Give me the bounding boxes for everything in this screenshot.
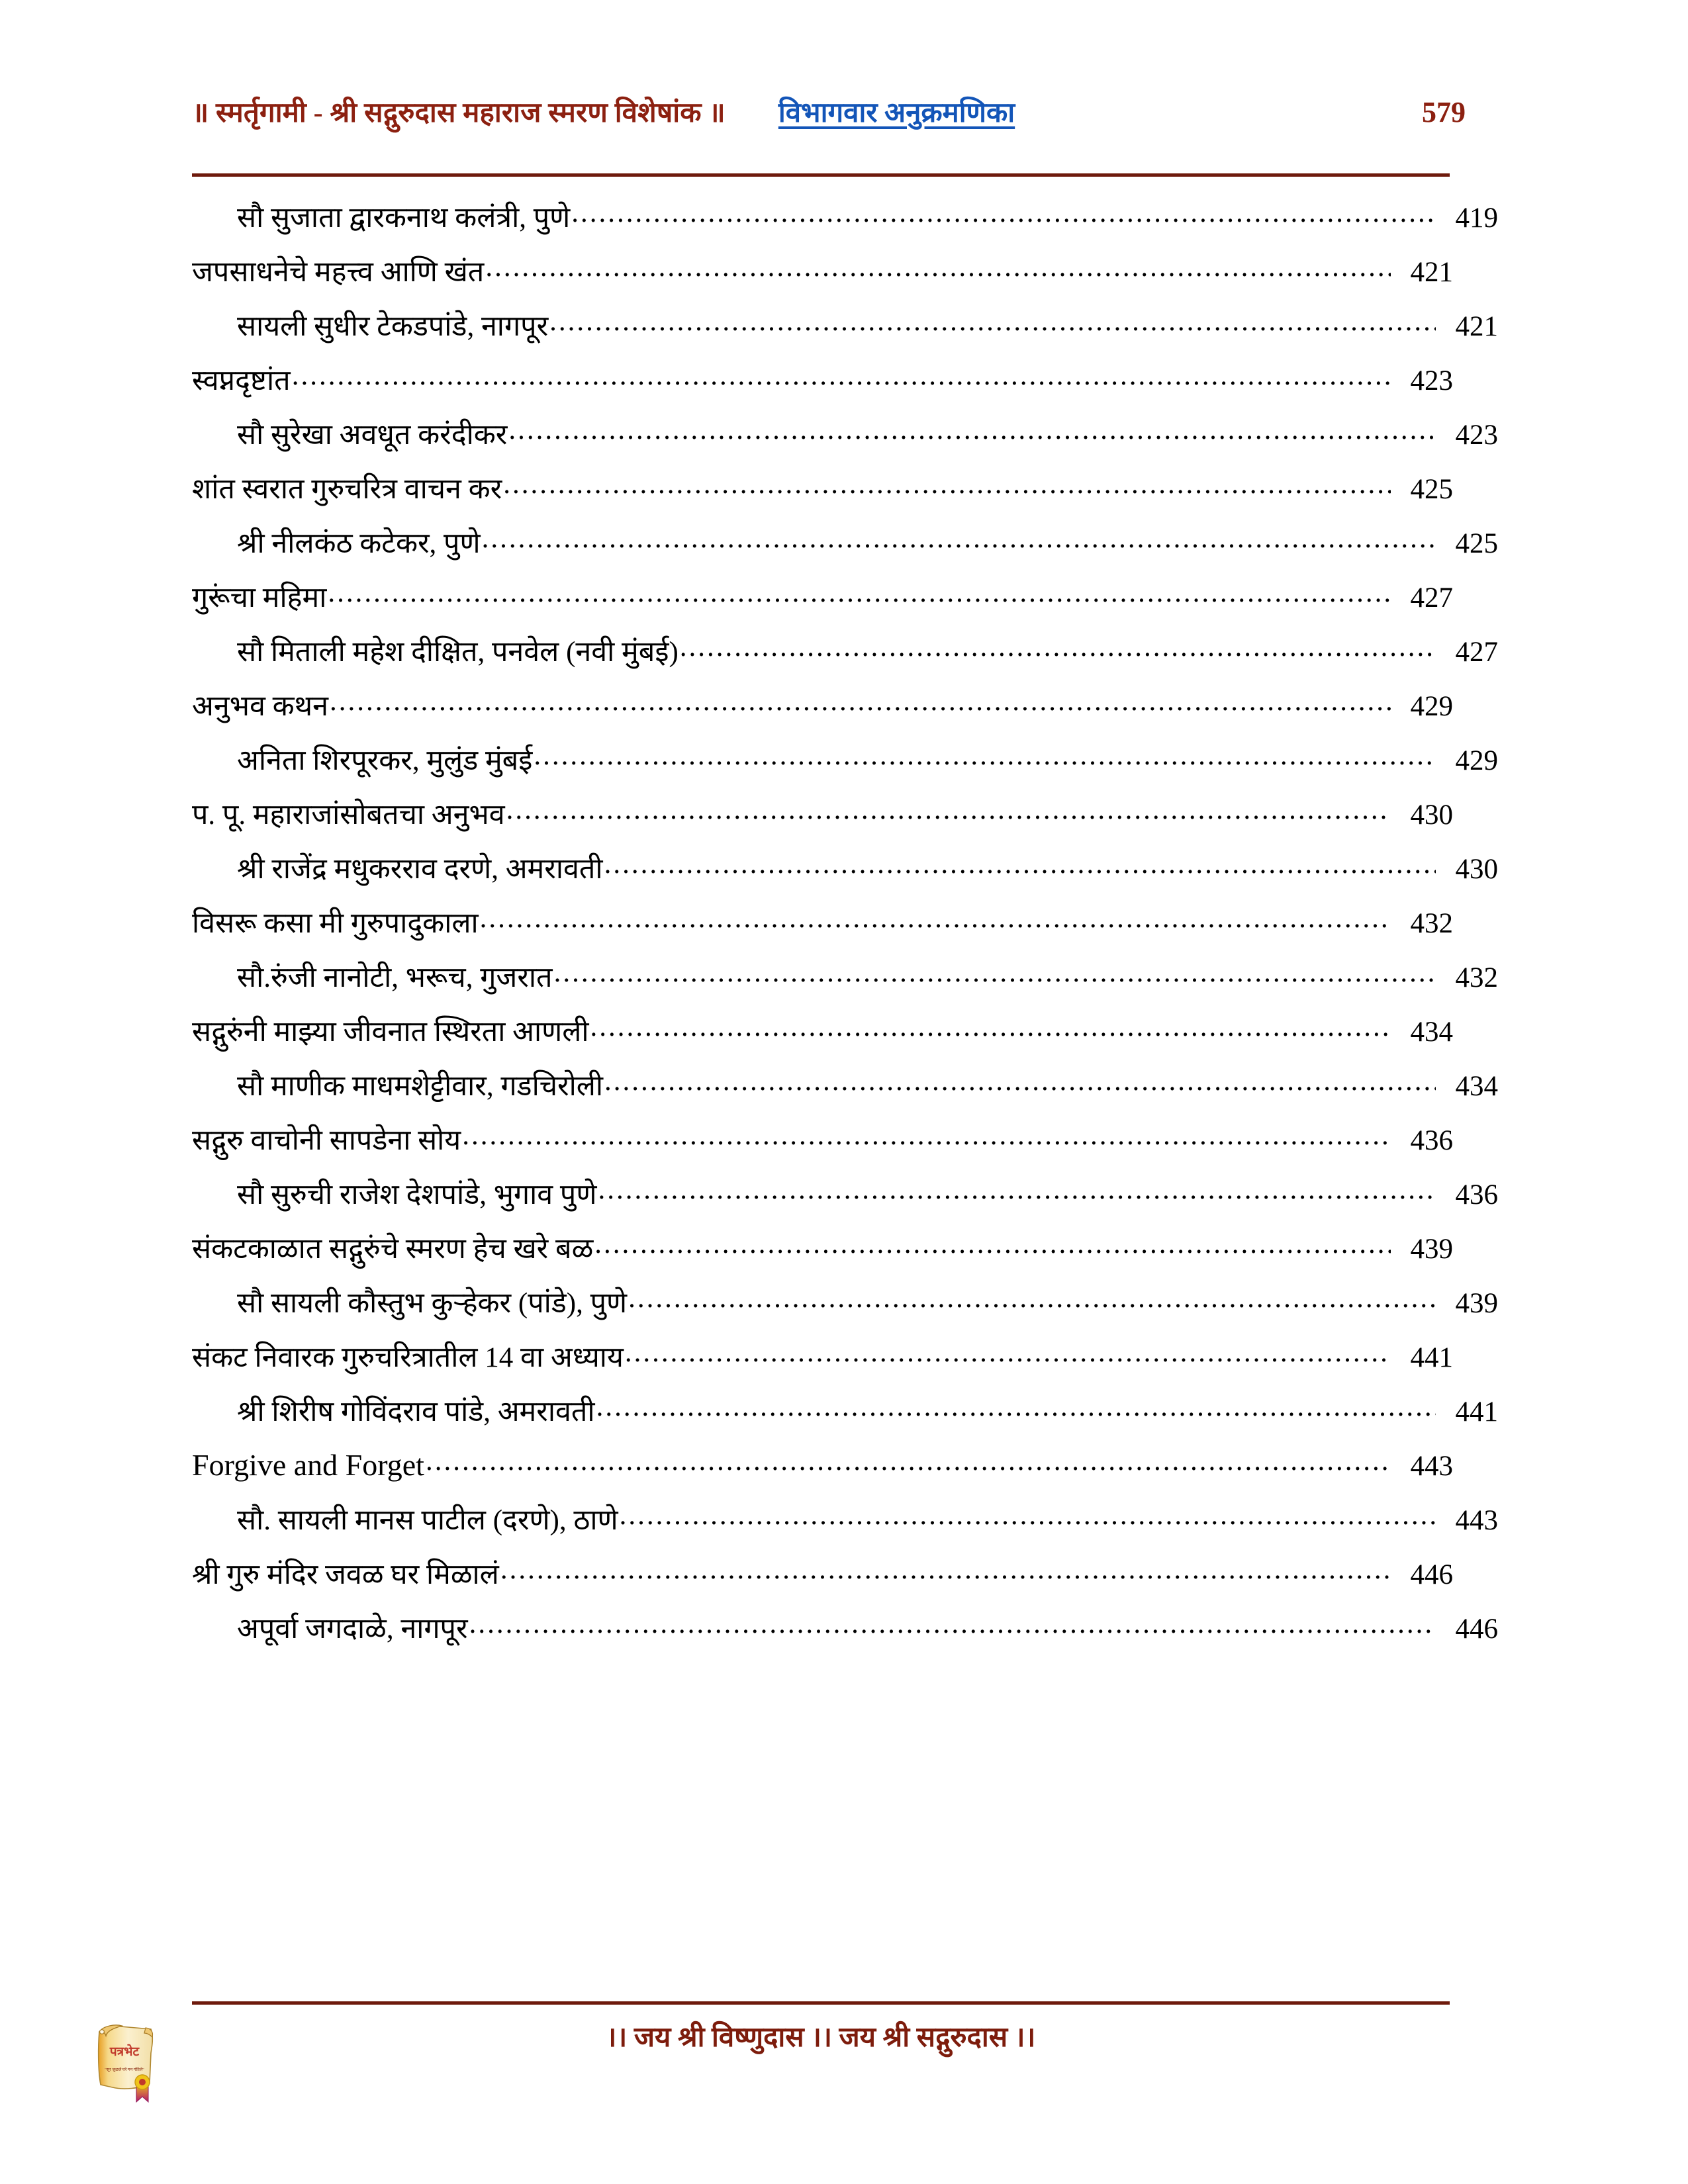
toc-entry-page: 421: [1410, 257, 1453, 288]
toc-leader-dots: [590, 1013, 1391, 1041]
toc-leader-dots: [628, 1284, 1436, 1312]
toc-leader-dots: [292, 361, 1391, 390]
toc-leader-dots: [596, 1392, 1436, 1421]
toc-entry-page: 427: [1455, 637, 1498, 668]
toc-entry[interactable]: [192, 1338, 1453, 1392]
toc-entry[interactable]: [192, 1392, 1498, 1447]
toc-entry-page: 439: [1455, 1288, 1498, 1319]
svg-text:"सूर जुळले घरे मन गंतिले": "सूर जुळले घरे मन गंतिले": [105, 2068, 144, 2072]
toc-entry-page: 425: [1410, 474, 1453, 505]
toc-entry-author: सौ सुरुची राजेश देशपांडे, भुगाव पुणे: [237, 1179, 597, 1210]
toc-entry-page: 419: [1455, 203, 1498, 234]
toc-leader-dots: [549, 307, 1436, 336]
toc-entry[interactable]: [192, 904, 1453, 958]
section-title: विभागवार अनुक्रमणिका: [778, 98, 1015, 128]
toc-entry-page: 436: [1410, 1125, 1453, 1156]
toc-entry[interactable]: [192, 1067, 1498, 1121]
toc-leader-dots: [604, 850, 1436, 878]
toc-entry-author: सौ सुजाता द्वारकनाथ कलंत्री, पुणे: [237, 203, 571, 234]
toc-entry-page: 423: [1455, 420, 1498, 451]
toc-entry[interactable]: [192, 850, 1498, 904]
toc-entry[interactable]: [192, 633, 1498, 687]
toc-entry[interactable]: [192, 361, 1453, 416]
toc-entry-page: 423: [1410, 365, 1453, 396]
toc-entry-author: सौ.रुंजी नानोटी, भरूच, गुजरात: [237, 962, 553, 993]
toc-entry[interactable]: [192, 796, 1453, 850]
toc-entry[interactable]: [192, 307, 1498, 361]
toc-entry-author: सौ मिताली महेश दीक्षित, पनवेल (नवी मुंबई): [237, 637, 679, 668]
page-header: [192, 93, 1476, 130]
toc-leader-dots: [462, 1121, 1391, 1150]
toc-entry[interactable]: [192, 470, 1453, 524]
toc-entry-title: प. पू. महाराजांसोबतचा अनुभव: [192, 799, 505, 831]
toc-entry-title: संकट निवारक गुरुचरित्रातील 14 वा अध्याय: [192, 1342, 624, 1373]
toc-entry[interactable]: [192, 1447, 1453, 1501]
toc-leader-dots: [571, 199, 1436, 227]
toc-leader-dots: [680, 633, 1436, 661]
toc-entry-page: 443: [1455, 1505, 1498, 1536]
toc-leader-dots: [480, 904, 1391, 933]
toc-entry-title: शांत स्वरात गुरुचरित्र वाचन कर: [192, 474, 502, 505]
toc-entry-title: अनुभव कथन: [192, 691, 328, 722]
toc-entry-author: श्री नीलकंठ कटेकर, पुणे: [237, 528, 481, 559]
toc-entry-page: 441: [1455, 1396, 1498, 1428]
toc-leader-dots: [534, 741, 1436, 770]
toc-entry-page: 441: [1410, 1342, 1453, 1373]
toc-entry[interactable]: [192, 1230, 1453, 1284]
toc-entry-author: सौ. सायली मानस पाटील (दरणे), ठाणे: [237, 1505, 618, 1536]
toc-entry-page: 432: [1410, 908, 1453, 939]
toc-entry[interactable]: [192, 958, 1498, 1013]
toc-leader-dots: [469, 1610, 1436, 1638]
toc-entry-page: 434: [1410, 1017, 1453, 1048]
toc-entry-page: 432: [1455, 962, 1498, 993]
toc-entry[interactable]: [192, 524, 1498, 578]
toc-entry[interactable]: [192, 687, 1453, 741]
toc-leader-dots: [330, 687, 1391, 715]
toc-entry-page: 439: [1410, 1234, 1453, 1265]
toc-entry-page: 436: [1455, 1179, 1498, 1210]
toc-entry-title: श्री गुरु मंदिर जवळ घर मिळालं: [192, 1559, 499, 1590]
toc-entry-page: 430: [1410, 799, 1453, 831]
toc-entry-page: 430: [1455, 854, 1498, 885]
toc-entry[interactable]: [192, 416, 1498, 470]
toc-leader-dots: [328, 578, 1391, 607]
toc-entry-author: श्री राजेंद्र मधुकरराव दरणे, अमरावती: [237, 854, 603, 885]
toc-leader-dots: [482, 524, 1436, 553]
toc-leader-dots: [485, 253, 1391, 281]
toc-entry-page: 425: [1455, 528, 1498, 559]
toc-leader-dots: [625, 1338, 1391, 1367]
toc-entry[interactable]: [192, 1610, 1498, 1664]
toc-entry-page: 443: [1410, 1451, 1453, 1482]
toc-entry[interactable]: [192, 578, 1453, 633]
toc-entry-page: 446: [1455, 1614, 1498, 1645]
toc-entry-title: Forgive and Forget: [192, 1448, 424, 1482]
toc-entry-title: सद्गुरुंनी माझ्या जीवनात स्थिरता आणली: [192, 1017, 589, 1048]
patrabhet-scroll-logo: [79, 2005, 179, 2105]
toc-leader-dots: [506, 796, 1391, 824]
toc-leader-dots: [508, 416, 1436, 444]
toc-leader-dots: [620, 1501, 1436, 1529]
toc-entry[interactable]: [192, 253, 1453, 307]
toc-entry-title: विसरू कसा मी गुरुपादुकाला: [192, 908, 479, 939]
svg-text:पत्रभेट: पत्रभेट: [109, 2045, 140, 2059]
toc-leader-dots: [426, 1447, 1391, 1475]
toc-entry-page: 421: [1455, 311, 1498, 342]
toc-entry-title: स्वप्नदृष्टांत: [192, 365, 291, 396]
toc-entry-author: सौ माणीक माधमशेट्टीवार, गडचिरोली: [237, 1071, 604, 1102]
toc-entry-author: सायली सुधीर टेकडपांडे, नागपूर: [237, 311, 549, 342]
toc-entry[interactable]: [192, 1284, 1498, 1338]
toc-entry[interactable]: [192, 199, 1498, 253]
toc-leader-dots: [554, 958, 1436, 987]
page-number: 579: [1422, 96, 1466, 128]
footer-divider: [192, 2001, 1450, 2005]
toc-leader-dots: [503, 470, 1391, 498]
toc-leader-dots: [604, 1067, 1436, 1095]
toc-entry-author: सौ सुरेखा अवधूत करंदीकर: [237, 420, 508, 451]
toc-entry[interactable]: [192, 1175, 1498, 1230]
toc-entry-author: अपूर्वा जगदाळे, नागपूर: [237, 1614, 468, 1645]
toc-entry-author: अनिता शिरपूरकर, मुलुंड मुंबई: [237, 745, 533, 776]
toc-entry[interactable]: [192, 1013, 1453, 1067]
toc-entry-title: संकटकाळात सद्गुरुंचे स्मरण हेच खरे बळ: [192, 1234, 594, 1265]
header-divider: [192, 173, 1450, 177]
toc-entry-title: जपसाधनेचे महत्त्व आणि खंत: [192, 257, 485, 288]
toc-entry-page: 434: [1455, 1071, 1498, 1102]
toc-entry[interactable]: [192, 1121, 1453, 1175]
toc-leader-dots: [500, 1555, 1391, 1584]
toc-entry-title: गुरूंचा महिमा: [192, 582, 327, 614]
toc-leader-dots: [598, 1175, 1436, 1204]
toc-leader-dots: [594, 1230, 1391, 1258]
toc-entry-page: 429: [1410, 691, 1453, 722]
toc-entry-page: 446: [1410, 1559, 1453, 1590]
toc-entry-title: सद्गुरु वाचोनी सापडेना सोय: [192, 1125, 461, 1156]
toc-entry[interactable]: [192, 1501, 1498, 1555]
toc-entry-author: सौ सायली कौस्तुभ कुऱ्हेकर (पांडे), पुणे: [237, 1288, 628, 1319]
toc-entry[interactable]: [192, 1555, 1453, 1610]
table-of-contents: [192, 199, 1498, 1664]
book-title: ॥ स्मर्तृगामी - श्री सद्गुरुदास महाराज स्मरण विशेषांक ॥: [192, 98, 726, 128]
toc-entry-page: 429: [1455, 745, 1498, 776]
toc-entry[interactable]: [192, 741, 1498, 796]
footer-invocation: ।। जय श्री विष्णुदास ।। जय श्री सद्गुरुदास ।।: [606, 2023, 1036, 2053]
toc-entry-author: श्री शिरीष गोविंदराव पांडे, अमरावती: [237, 1396, 595, 1428]
toc-entry-page: 427: [1410, 582, 1453, 614]
